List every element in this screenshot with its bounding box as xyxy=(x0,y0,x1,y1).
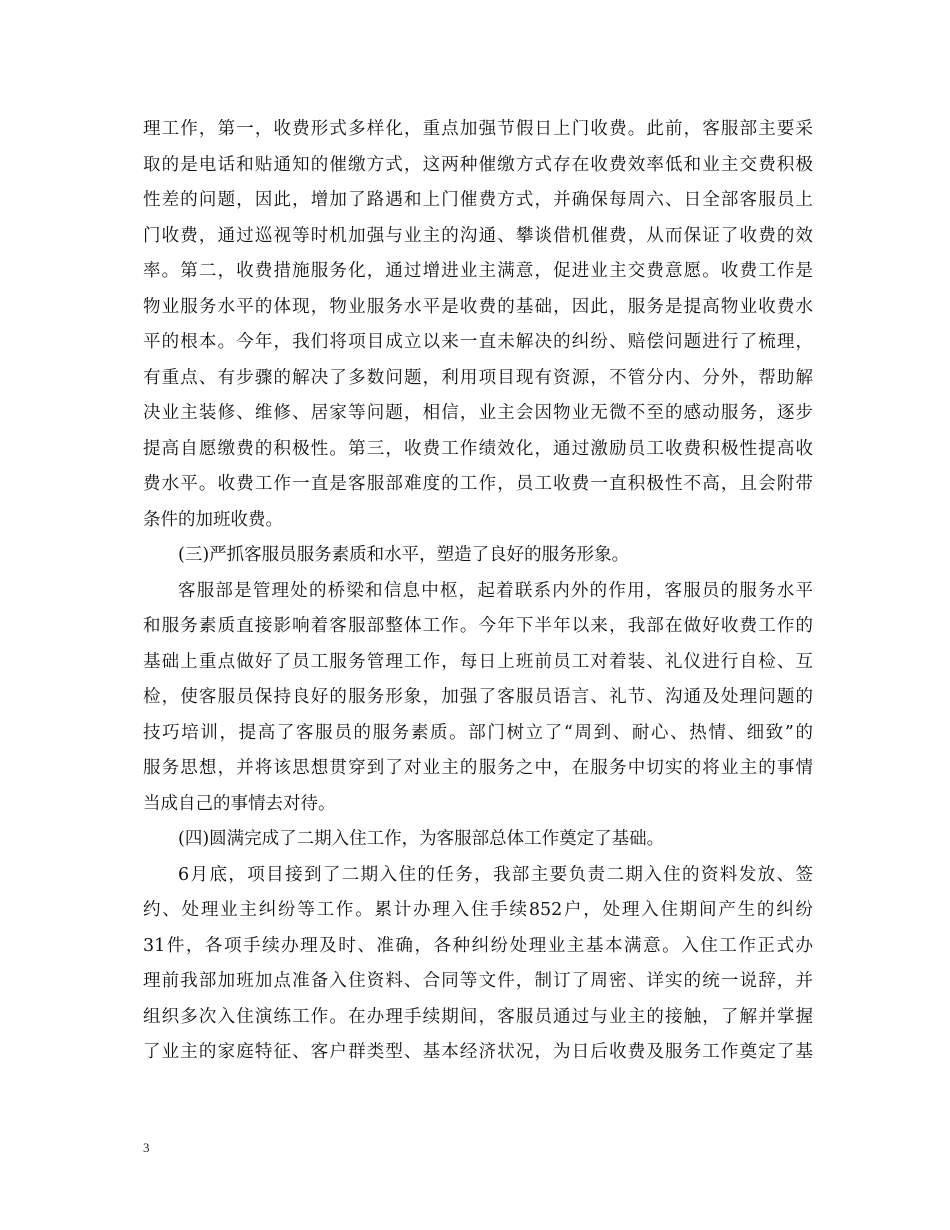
text-line: 条件的加班收费。 xyxy=(143,509,283,530)
text-line: 物业服务水平的体现，物业服务水平是收费的基础，因此，服务是提高物业收费水 xyxy=(143,296,813,317)
text-line: 平的根本。今年，我们将项目成立以来一直未解决的纠纷、赔偿问题进行了梳理， xyxy=(143,332,813,352)
text-line: 有重点、有步骤的解决了多数问题，利用项目现有资源，不管分内、分外，帮助解 xyxy=(143,367,813,388)
text-line: 检，使客服员保持良好的服务形象，加强了客服员语言、礼节、沟通及处理问题的 xyxy=(143,687,813,707)
text-line: 6月底，项目接到了二期入住的任务，我部主要负责二期入住的资料发放、签 xyxy=(178,864,813,885)
text-line: 31件，各项手续办理及时、准确，各种纠纷处理业主基本满意。入住工作正式办 xyxy=(143,935,813,956)
heading-line: (三)严抓客服员服务素质和水平，塑造了良好的服务形象。 xyxy=(178,545,630,565)
text-line: 技巧培训，提高了客服员的服务素质。部门树立了“周到、耐心、热情、细致”的 xyxy=(143,722,813,743)
text-line: 门收费，通过巡视等时机加强与业主的沟通、攀谈借机催费，从而保证了收费的效 xyxy=(143,225,813,246)
paragraph-move-in xyxy=(143,858,813,1071)
page-number: 3 xyxy=(143,1140,150,1155)
text-line: 约、处理业主纠纷等工作。累计办理入住手续852户，处理入住期间产生的纠纷 xyxy=(143,900,813,920)
text-line: 客服部是管理处的桥梁和信息中枢，起着联系内外的作用，客服员的服务水平 xyxy=(178,580,813,601)
text-line: 和服务素质直接影响着客服部整体工作。今年下半年以来，我部在做好收费工作的 xyxy=(143,616,813,636)
text-line: 取的是电话和贴通知的催缴方式，这两种催缴方式存在收费效率低和业主交费积极 xyxy=(143,154,813,175)
text-line: 费水平。收费工作一直是客服部难度的工作，员工收费一直积极性不高，且会附带 xyxy=(143,474,813,494)
text-line: 理工作，第一，收费形式多样化，重点加强节假日上门收费。此前，客服部主要采 xyxy=(143,119,813,139)
text-line: 服务思想，并将该思想贯穿到了对业主的服务之中，在服务中切实的将业主的事情 xyxy=(143,758,813,778)
paragraph-fee-collection xyxy=(143,112,813,538)
text-line: 率。第二，收费措施服务化，通过增进业主满意，促进业主交费意愿。收费工作是 xyxy=(143,261,813,281)
text-line: 决业主装修、维修、居家等问题，相信，业主会因物业无微不至的感动服务，逐步 xyxy=(143,403,813,423)
heading-line: (四)圆满完成了二期入住工作，为客服部总体工作奠定了基础。 xyxy=(178,829,665,849)
text-line: 当成自己的事情去对待。 xyxy=(143,793,336,814)
body-text xyxy=(143,112,813,1071)
text-line: 了业主的家庭特征、客户群类型、基本经济状况，为日后收费及服务工作奠定了基 xyxy=(143,1042,813,1062)
text-line: 性差的问题，因此，增加了路遇和上门催费方式，并确保每周六、日全部客服员上 xyxy=(143,190,813,210)
paragraph-service-quality xyxy=(143,574,813,823)
text-line: 组织多次入住演练工作。在办理手续期间，客服员通过与业主的接触，了解并掌握 xyxy=(143,1006,813,1027)
text-line: 理前我部加班加点准备入住资料、合同等文件，制订了周密、详实的统一说辞，并 xyxy=(143,971,813,991)
section-heading-4 xyxy=(143,822,813,858)
text-line: 基础上重点做好了员工服务管理工作，每日上班前员工对着装、礼仪进行自检、互 xyxy=(143,651,813,672)
section-heading-3 xyxy=(143,538,813,574)
text-line: 提高自愿缴费的积极性。第三，收费工作绩效化，通过激励员工收费积极性提高收 xyxy=(143,438,813,459)
